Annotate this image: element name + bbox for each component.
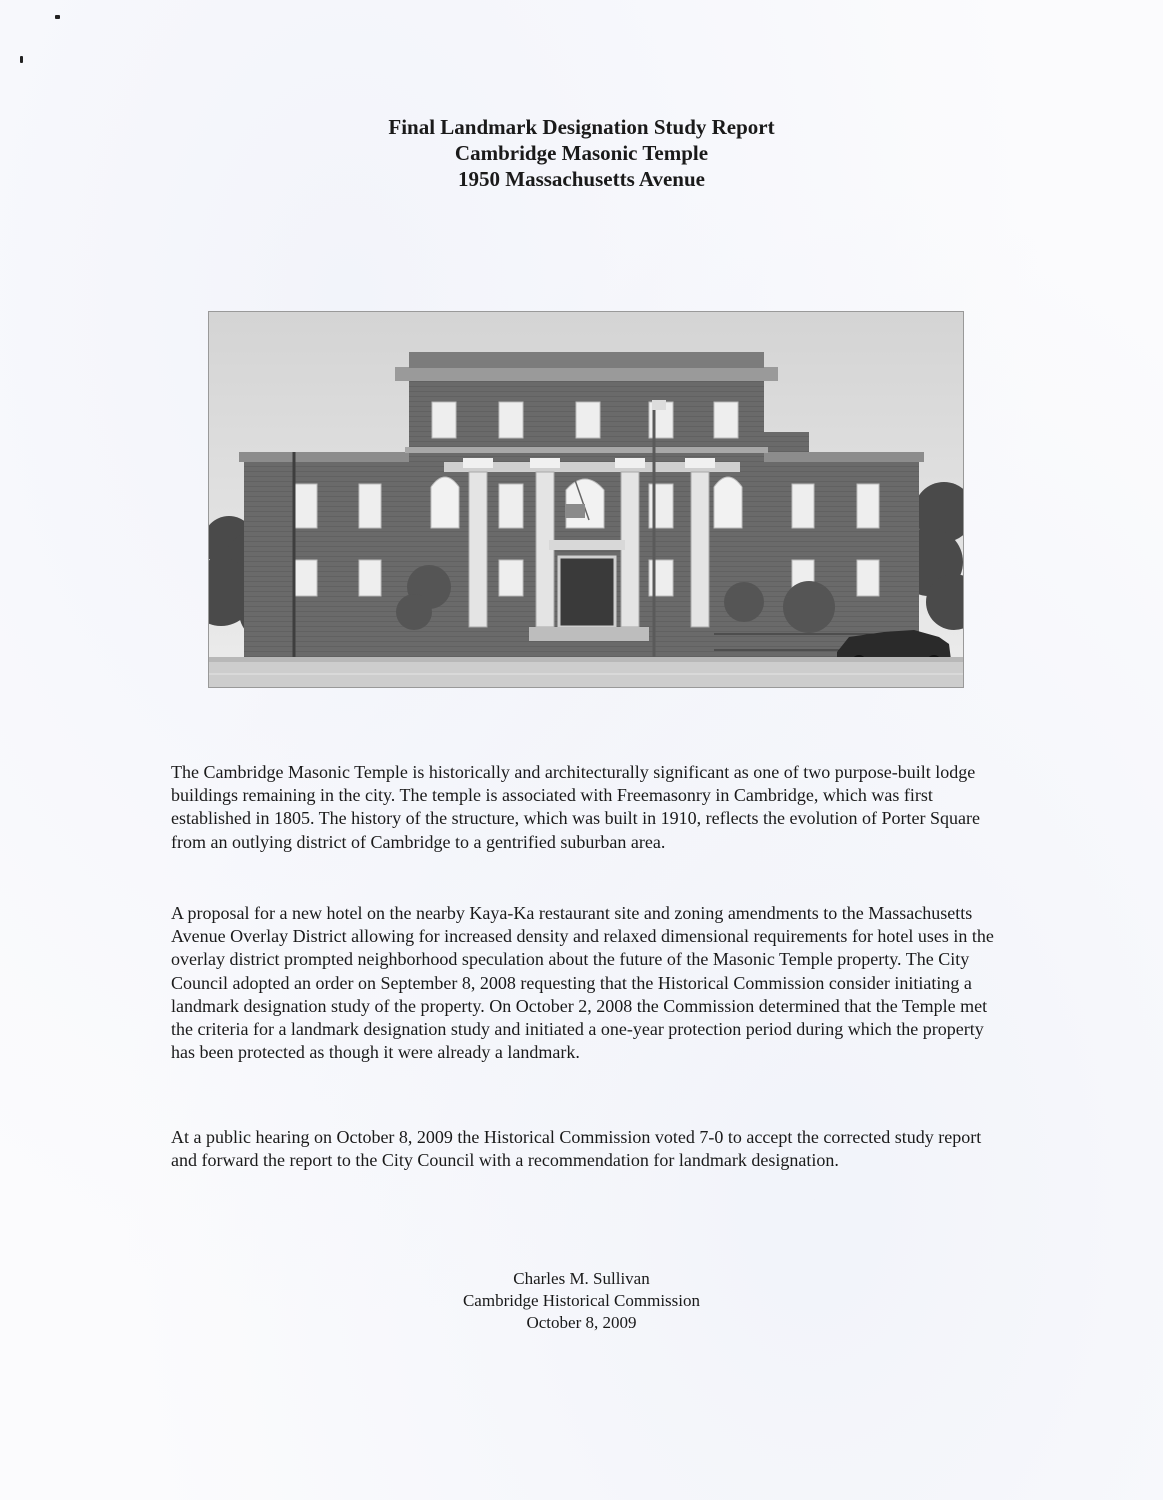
- paragraph-text: At a public hearing on October 8, 2009 the Historical Commission voted 7-0 to accept the corrected study report and forward the report to the City Council with a recommendation for landmark designation.: [171, 1127, 982, 1171]
- title-line-report: Final Landmark Designation Study Report: [388, 115, 775, 139]
- paragraph-background: [171, 902, 996, 1064]
- paragraph-text: The Cambridge Masonic Temple is historically and architecturally significant as one of two purpose-built lodge buildings remaining in the city. The temple is associated with Freemasonry in Cambridge, which was first established in 1805. The history of the structure, which was built in 1910, reflects the evolution of Porter Square from an outlying district of Cambridge to a gentrified suburban area.: [171, 762, 980, 852]
- signatory-name: Charles M. Sullivan: [513, 1269, 650, 1288]
- signatory-organization: Cambridge Historical Commission: [462, 1291, 701, 1310]
- paragraph-significance: [171, 761, 996, 854]
- title-line-address: 1950 Massachusetts Avenue: [458, 167, 705, 191]
- masonic-temple-image: [209, 312, 963, 687]
- signature-date: October 8, 2009: [526, 1313, 637, 1332]
- signature-block: [0, 1268, 1163, 1334]
- title-line-building: Cambridge Masonic Temple: [454, 141, 709, 165]
- scan-speck: [20, 56, 23, 63]
- scan-speck: [55, 15, 60, 19]
- paragraph-text: A proposal for a new hotel on the nearby Kaya-Ka restaurant site and zoning amendments to the Massachusetts Avenue Overlay District allowing for increased density and relaxed dimensional requirements for hotel uses in the overlay district prompted neighborhood speculation about the future of the Masonic Temple property. The City Council adopted an order on September 8, 2008 requesting that the Historical Commission consider initiating a landmark designation study of the property. On October 2, 2008 the Commission determined that the Temple met the criteria for a landmark designation study and initiated a one-year protection period during which the property has been protected as though it were already a landmark.: [171, 903, 994, 1063]
- paragraph-hearing: [171, 1126, 996, 1172]
- building-photo: [208, 311, 964, 688]
- report-title: [0, 114, 1163, 192]
